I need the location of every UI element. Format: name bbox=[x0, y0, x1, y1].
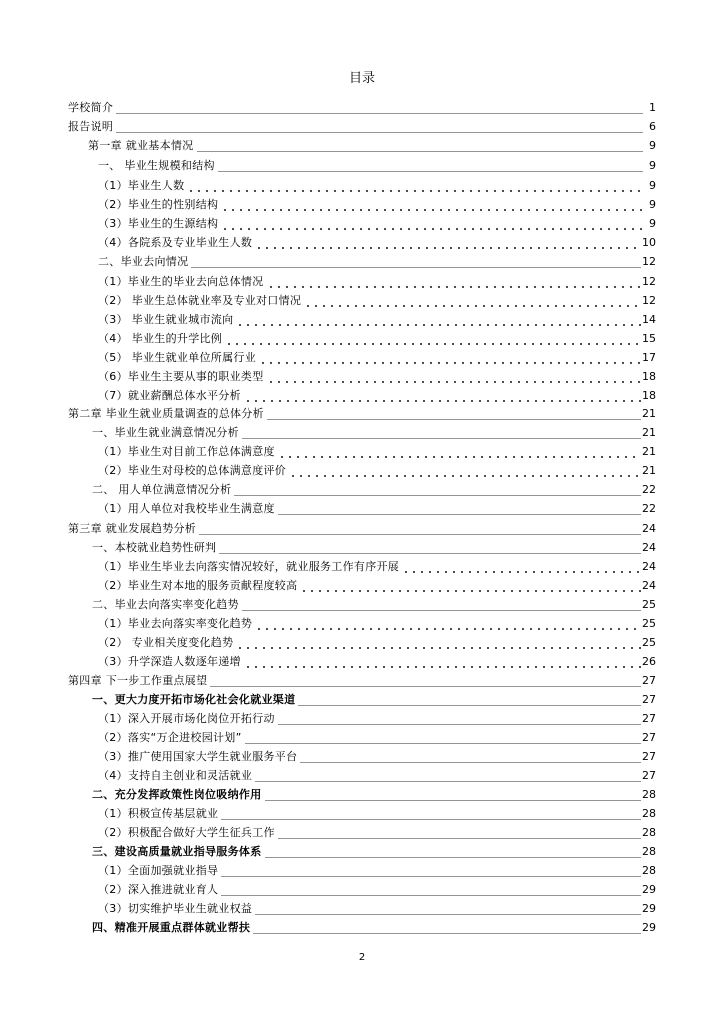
toc-entry[interactable] bbox=[92, 918, 656, 936]
toc-leader-dots bbox=[221, 865, 641, 877]
toc-entry[interactable] bbox=[98, 576, 656, 594]
toc-entry-page: 27 bbox=[642, 769, 656, 782]
toc-leader-dots bbox=[197, 140, 644, 152]
toc-entry[interactable] bbox=[98, 195, 656, 213]
toc-leader-dots bbox=[242, 427, 641, 439]
toc-entry[interactable] bbox=[98, 367, 656, 385]
toc-entry-label: 第一章 就业基本情况 bbox=[88, 139, 194, 152]
toc-entry[interactable] bbox=[98, 329, 656, 347]
toc-entry-label: 二、毕业去向落实率变化趋势 bbox=[92, 598, 239, 611]
toc-entry-page: 24 bbox=[642, 579, 656, 592]
toc-entry-page: 29 bbox=[642, 902, 656, 915]
toc-leader-dots bbox=[402, 561, 641, 573]
toc-leader-dots bbox=[234, 484, 641, 496]
toc-leader-dots bbox=[221, 808, 641, 820]
toc-entry-page: 28 bbox=[642, 845, 656, 858]
toc-entry[interactable] bbox=[98, 747, 656, 765]
toc-entry-label: （3）切实维护毕业生就业权益 bbox=[98, 902, 253, 915]
toc-leader-dots bbox=[245, 732, 641, 744]
toc-leader-dots bbox=[242, 599, 641, 611]
toc-entry-page: 27 bbox=[642, 731, 656, 744]
toc-entry-label: （3） 毕业生就业城市流向 bbox=[98, 313, 234, 326]
toc-entry-label: （1）用人单位对我校毕业生满意度 bbox=[98, 502, 275, 515]
toc-entry[interactable] bbox=[68, 404, 656, 422]
toc-entry-label: （2） 毕业生总体就业率及专业对口情况 bbox=[98, 294, 302, 307]
toc-entry-label: 四、精准开展重点群体就业帮扶 bbox=[92, 921, 251, 934]
toc-entry-label: 二、 用人单位满意情况分析 bbox=[92, 483, 232, 496]
toc-entry-label: 报告说明 bbox=[68, 120, 114, 133]
toc-entry-label: （1）积极宣传基层就业 bbox=[98, 807, 219, 820]
toc-entry-label: 第二章 毕业生就业质量调查的总体分析 bbox=[68, 407, 264, 420]
toc-entry[interactable] bbox=[98, 823, 656, 841]
toc-entry[interactable] bbox=[98, 233, 656, 251]
toc-entry[interactable] bbox=[98, 633, 656, 651]
toc-entry[interactable] bbox=[98, 156, 656, 174]
toc-entry-label: （6）毕业生主要从事的职业类型 bbox=[98, 370, 264, 383]
toc-entry-page: 25 bbox=[642, 598, 656, 611]
toc-entry[interactable] bbox=[98, 442, 656, 460]
toc-entry-page: 26 bbox=[642, 655, 656, 668]
toc-entry[interactable] bbox=[92, 785, 656, 803]
toc-entry-label: 一、本校就业趋势性研判 bbox=[92, 541, 217, 554]
toc-leader-dots bbox=[116, 102, 643, 114]
toc-entry[interactable] bbox=[92, 538, 656, 556]
toc-entry-label: 一、毕业生就业满意情况分析 bbox=[92, 426, 239, 439]
toc-entry-page: 27 bbox=[642, 674, 656, 687]
toc-leader-dots bbox=[265, 846, 642, 858]
toc-entry-label: （1）全面加强就业指导 bbox=[98, 864, 219, 877]
toc-leader-dots bbox=[267, 276, 642, 288]
toc-entry[interactable] bbox=[68, 671, 656, 689]
toc-entry-page: 29 bbox=[642, 883, 656, 896]
toc-entry-label: （2） 专业相关度变化趋势 bbox=[98, 636, 234, 649]
toc-entry-page: 9 bbox=[649, 139, 656, 152]
toc-entry[interactable] bbox=[98, 499, 656, 517]
toc-leader-dots bbox=[259, 352, 641, 364]
toc-entry-page: 24 bbox=[642, 560, 656, 573]
toc-entry-label: （2）深入推进就业育人 bbox=[98, 883, 219, 896]
toc-entry-page: 6 bbox=[649, 120, 656, 133]
toc-entry[interactable] bbox=[92, 423, 656, 441]
toc-entry-page: 1 bbox=[649, 101, 656, 114]
toc-leader-dots bbox=[221, 218, 643, 230]
toc-entry-label: （3）推广使用国家大学生就业服务平台 bbox=[98, 750, 298, 763]
toc-entry-page: 28 bbox=[642, 864, 656, 877]
toc-entry-label: （3）毕业生的生源结构 bbox=[98, 217, 219, 230]
toc-leader-dots bbox=[278, 713, 641, 725]
toc-leader-dots bbox=[221, 199, 643, 211]
toc-entry[interactable] bbox=[88, 136, 656, 154]
toc-entry-label: （1）毕业生的毕业去向总体情况 bbox=[98, 275, 264, 288]
toc-entry-label: （2）积极配合做好大学生征兵工作 bbox=[98, 826, 275, 839]
toc-entry-page: 9 bbox=[649, 179, 656, 192]
toc-entry-label: 学校简介 bbox=[68, 101, 114, 114]
toc-leader-dots bbox=[219, 542, 641, 554]
toc-entry-page: 9 bbox=[649, 198, 656, 211]
toc-entry[interactable] bbox=[92, 842, 656, 860]
toc-entry-label: 二、毕业去向情况 bbox=[98, 255, 189, 268]
toc-leader-dots bbox=[225, 333, 641, 345]
toc-leader-dots bbox=[278, 446, 641, 458]
toc-entry-page: 28 bbox=[642, 826, 656, 839]
toc-leader-dots bbox=[278, 503, 641, 515]
toc-entry[interactable] bbox=[98, 880, 656, 898]
page-number: 2 bbox=[358, 952, 366, 963]
toc-entry-page: 10 bbox=[642, 236, 656, 249]
toc-entry-label: （1）毕业生对目前工作总体满意度 bbox=[98, 445, 275, 458]
toc-leader-dots bbox=[236, 314, 641, 326]
toc-leader-dots bbox=[221, 884, 641, 896]
toc-leader-dots bbox=[255, 770, 641, 782]
toc-entry-page: 22 bbox=[642, 502, 656, 515]
toc-entry[interactable] bbox=[68, 519, 656, 537]
toc-entry-page: 27 bbox=[642, 693, 656, 706]
toc-leader-dots bbox=[255, 903, 641, 915]
toc-entry-label: （5） 毕业生就业单位所属行业 bbox=[98, 351, 256, 364]
toc-leader-dots bbox=[267, 408, 641, 420]
toc-leader-dots bbox=[289, 465, 641, 477]
toc-entry[interactable] bbox=[92, 595, 656, 613]
toc-leader-dots bbox=[116, 121, 643, 133]
toc-entry-page: 9 bbox=[649, 159, 656, 172]
toc-leader-dots bbox=[199, 523, 641, 535]
toc-entry-page: 24 bbox=[642, 541, 656, 554]
toc-leader-dots bbox=[265, 789, 642, 801]
toc-entry-page: 18 bbox=[642, 370, 656, 383]
toc-leader-dots bbox=[218, 160, 643, 172]
toc-entry-label: （2）毕业生对母校的总体满意度评价 bbox=[98, 464, 287, 477]
toc-leader-dots bbox=[267, 371, 642, 383]
toc-entry-page: 9 bbox=[649, 217, 656, 230]
toc-entry-label: （4）支持自主创业和灵活就业 bbox=[98, 769, 253, 782]
toc-leader-dots bbox=[210, 675, 641, 687]
toc-leader-dots bbox=[298, 694, 641, 706]
toc-entry-label: （1）毕业生毕业去向落实情况较好，就业服务工作有序开展 bbox=[98, 560, 400, 573]
toc-leader-dots bbox=[300, 580, 641, 592]
toc-entry-label: （4） 毕业生的升学比例 bbox=[98, 332, 223, 345]
toc-entry-label: 一、 毕业生规模和结构 bbox=[98, 159, 215, 172]
toc-entry[interactable] bbox=[98, 214, 656, 232]
toc-entry[interactable] bbox=[98, 386, 656, 404]
toc-entry-label: 二、充分发挥政策性岗位吸纳作用 bbox=[92, 788, 262, 801]
toc-entry[interactable] bbox=[98, 252, 656, 270]
toc-entry[interactable] bbox=[98, 861, 656, 879]
toc-entry[interactable] bbox=[68, 98, 656, 116]
toc-entry[interactable] bbox=[98, 348, 656, 366]
toc-entry-label: 三、建设高质量就业指导服务体系 bbox=[92, 845, 262, 858]
toc-leader-dots bbox=[255, 237, 641, 249]
toc-entry[interactable] bbox=[98, 804, 656, 822]
toc-entry-page: 14 bbox=[642, 313, 656, 326]
toc-entry-label: （1）深入开展市场化岗位开拓行动 bbox=[98, 712, 275, 725]
toc-entry-label: （3）升学深造人数逐年递增 bbox=[98, 655, 241, 668]
toc-entry-label: （1）毕业去向落实率变化趋势 bbox=[98, 617, 253, 630]
toc-entry[interactable] bbox=[98, 461, 656, 479]
toc-entry-label: （2）落实“万企进校园计划” bbox=[98, 731, 242, 744]
toc-leader-dots bbox=[191, 256, 641, 268]
toc-entry-label: （2）毕业生对本地的服务贡献程度较高 bbox=[98, 579, 298, 592]
toc-entry[interactable] bbox=[98, 614, 656, 632]
toc-entry[interactable] bbox=[98, 176, 656, 194]
toc-entry-page: 21 bbox=[642, 426, 656, 439]
toc-entry-page: 28 bbox=[642, 807, 656, 820]
toc-entry-label: 第三章 就业发展趋势分析 bbox=[68, 522, 197, 535]
toc-entry-page: 27 bbox=[642, 712, 656, 725]
toc-entry-page: 25 bbox=[642, 636, 656, 649]
toc-entry[interactable] bbox=[98, 291, 656, 309]
toc-entry-page: 12 bbox=[642, 275, 656, 288]
page-title: 目录 bbox=[348, 71, 375, 86]
toc-entry-page: 29 bbox=[642, 921, 656, 934]
toc-entry-label: （1）毕业生人数 bbox=[98, 179, 185, 192]
toc-entry-page: 21 bbox=[642, 445, 656, 458]
toc-entry-page: 28 bbox=[642, 788, 656, 801]
toc-entry-page: 21 bbox=[642, 407, 656, 420]
toc-entry-page: 17 bbox=[642, 351, 656, 364]
toc-entry-label: （7）就业薪酬总体水平分析 bbox=[98, 389, 241, 402]
toc-leader-dots bbox=[236, 637, 641, 649]
toc-entry[interactable] bbox=[98, 728, 656, 746]
toc-entry-page: 27 bbox=[642, 750, 656, 763]
toc-entry-page: 12 bbox=[642, 255, 656, 268]
toc-entry-page: 21 bbox=[642, 464, 656, 477]
toc-leader-dots bbox=[244, 390, 641, 402]
toc-entry[interactable] bbox=[68, 117, 656, 135]
toc-entry-page: 25 bbox=[642, 617, 656, 630]
toc-entry-label: 第四章 下一步工作重点展望 bbox=[68, 674, 208, 687]
toc-entry-page: 15 bbox=[642, 332, 656, 345]
toc-entry-page: 12 bbox=[642, 294, 656, 307]
toc-entry-label: 一、更大力度开拓市场化社会化就业渠道 bbox=[92, 693, 296, 706]
toc-entry[interactable] bbox=[98, 272, 656, 290]
toc-entry-page: 22 bbox=[642, 483, 656, 496]
toc-leader-dots bbox=[255, 618, 641, 630]
toc-entry-page: 24 bbox=[642, 522, 656, 535]
toc-entry[interactable] bbox=[92, 690, 656, 708]
toc-entry-page: 18 bbox=[642, 389, 656, 402]
toc-leader-dots bbox=[253, 922, 641, 934]
toc-entry[interactable] bbox=[98, 652, 656, 670]
toc-leader-dots bbox=[187, 180, 643, 192]
toc-entry[interactable] bbox=[92, 480, 656, 498]
toc-entry-label: （4）各院系及专业毕业生人数 bbox=[98, 236, 253, 249]
toc-entry[interactable] bbox=[98, 766, 656, 784]
toc-leader-dots bbox=[244, 656, 641, 668]
toc-entry[interactable] bbox=[98, 310, 656, 328]
toc-leader-dots bbox=[300, 751, 641, 763]
toc-leader-dots bbox=[304, 295, 641, 307]
toc-entry[interactable] bbox=[98, 557, 656, 575]
toc-leader-dots bbox=[278, 827, 641, 839]
toc-entry[interactable] bbox=[98, 709, 656, 727]
toc-entry[interactable] bbox=[98, 899, 656, 917]
toc-entry-label: （2）毕业生的性别结构 bbox=[98, 198, 219, 211]
